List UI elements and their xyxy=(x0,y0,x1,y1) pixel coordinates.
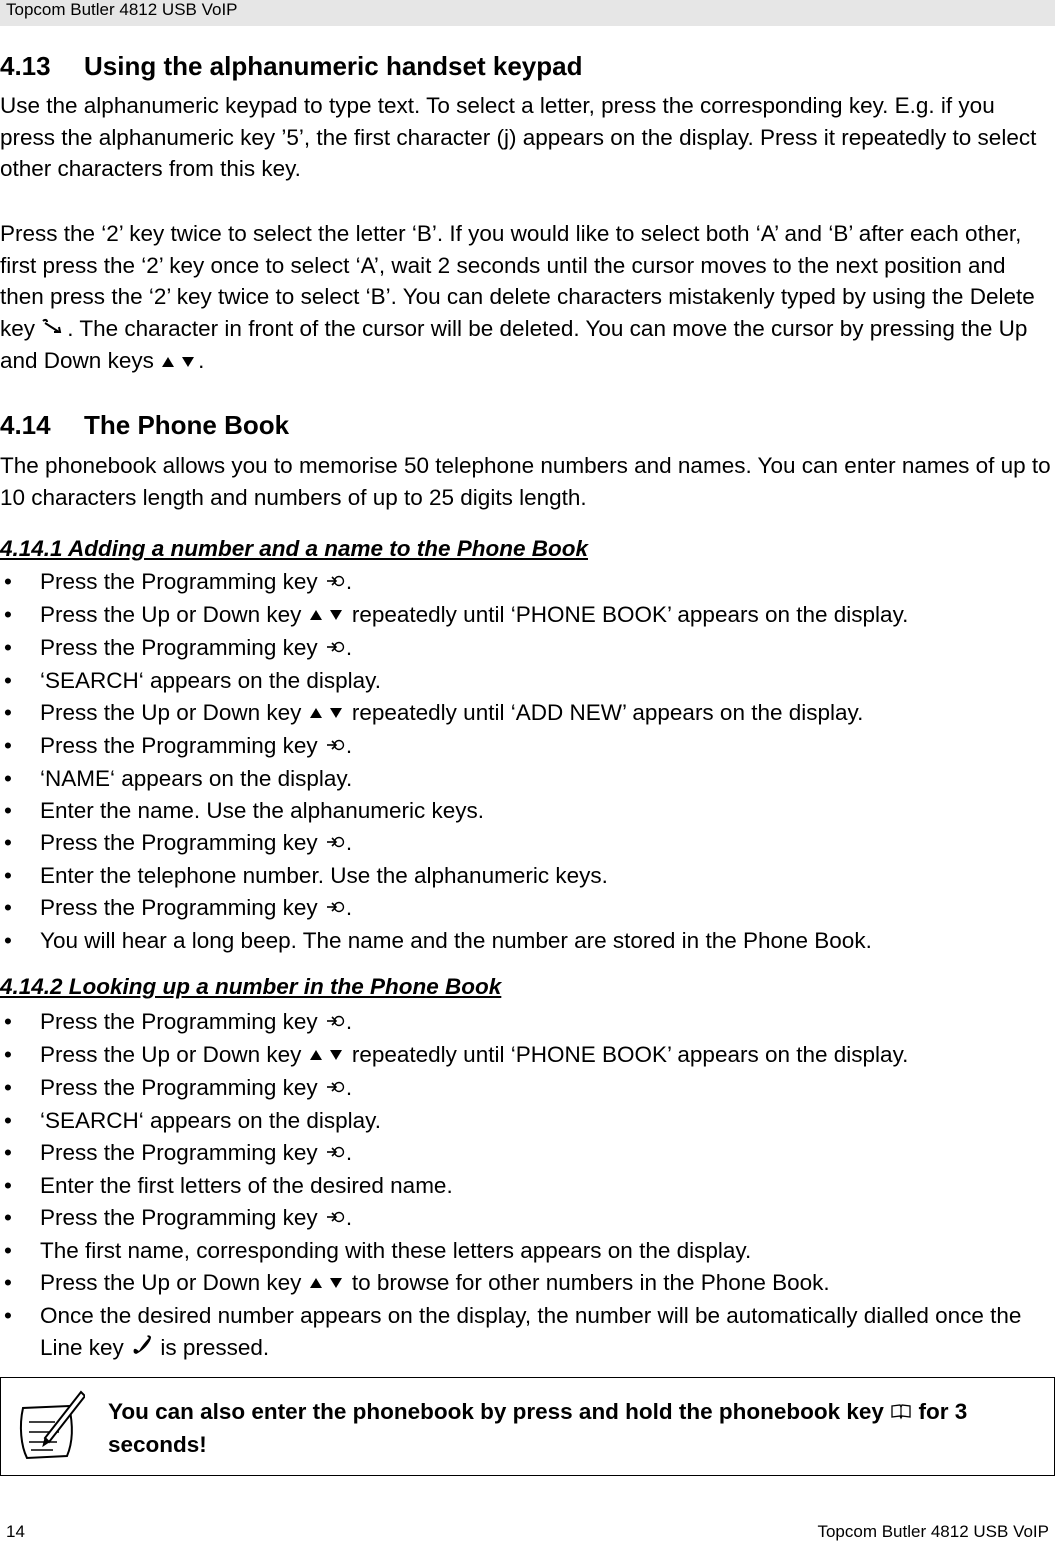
running-header-bar xyxy=(0,0,1055,26)
list-item-text: Press the Up or Down key xyxy=(40,700,308,726)
note-text-part: for 3 seconds! xyxy=(108,1399,968,1458)
section-title: Using the alphanumeric handset keypad xyxy=(84,51,583,81)
list-item-text: . xyxy=(345,1140,353,1166)
bullet: • xyxy=(4,668,12,694)
list-item-text: to browse for other numbers in the Phone Book. xyxy=(345,1270,830,1296)
list-item xyxy=(0,1006,1055,1039)
bullet: • xyxy=(4,700,12,726)
list-item xyxy=(0,827,1055,860)
up-down-keys-icon xyxy=(308,698,346,730)
bullet: • xyxy=(4,1140,12,1166)
list-item xyxy=(0,925,1055,957)
bullet: • xyxy=(4,635,12,661)
list-item-text: Enter the telephone number. Use the alphanumeric keys. xyxy=(40,863,608,889)
bullet: • xyxy=(4,569,12,594)
programming-key-icon xyxy=(324,828,346,860)
looking-up-number-steps-list xyxy=(0,1006,1055,1365)
list-item xyxy=(0,1039,1055,1072)
programming-key-icon xyxy=(324,731,346,763)
list-item-text: Press the Programming key xyxy=(40,895,324,921)
list-item-text: Enter the name. Use the alphanumeric keys. xyxy=(40,798,484,824)
list-item xyxy=(0,697,1055,730)
list-item-text: Press the Programming key xyxy=(40,635,324,661)
list-item-text: is pressed. xyxy=(154,1335,270,1361)
adding-number-steps-list xyxy=(0,566,1055,957)
list-item-text: Press the Programming key xyxy=(40,733,324,759)
list-item-text: . xyxy=(345,895,353,921)
bullet: • xyxy=(4,1238,12,1264)
bullet: • xyxy=(4,1173,12,1199)
up-down-keys-icon xyxy=(308,1040,346,1072)
page-number: 14 xyxy=(6,1522,25,1541)
paragraph-text: Press the ‘2’ key twice to select the letter ‘B’. If you would like to select both ‘A’ and ‘B’ after each other, first press the ‘2’ key once to select ‘A’, wait 2 seconds until the cursor moves to the next position and then press the ‘2’ key twice to select ‘B’. You can delete characters mistakenly typed by using the Delete key xyxy=(0,221,1035,341)
list-item-text: repeatedly until ‘PHONE BOOK’ appears on the display. xyxy=(345,602,909,628)
programming-key-icon xyxy=(324,1007,346,1039)
list-item-text: repeatedly until ‘ADD NEW’ appears on the display. xyxy=(345,700,864,726)
list-item xyxy=(0,1105,1055,1137)
list-item-text: . xyxy=(345,1075,353,1101)
bullet: • xyxy=(4,830,12,856)
list-item-text: Press the Programming key xyxy=(40,1009,324,1034)
list-item xyxy=(0,1202,1055,1235)
list-item-text: Press the Programming key xyxy=(40,1140,324,1166)
list-item-text: ‘SEARCH‘ appears on the display. xyxy=(40,668,382,694)
bullet: • xyxy=(4,1009,12,1034)
list-item xyxy=(0,730,1055,763)
list-item-text: You will hear a long beep. The name and the number are stored in the Phone Book. xyxy=(40,928,872,954)
list-item-text: Press the Programming key xyxy=(40,1075,324,1101)
list-item-text: repeatedly until ‘PHONE BOOK’ appears on the display. xyxy=(345,1042,909,1068)
list-item xyxy=(0,632,1055,665)
section-4-13-heading xyxy=(0,51,582,81)
list-item-text: ‘SEARCH‘ appears on the display. xyxy=(40,1108,382,1134)
section-number: 4.14 xyxy=(0,410,51,440)
list-item-text: Once the desired number appears on the display, the number will be automatically dialled once the Line key xyxy=(40,1303,1022,1361)
list-item-text: . xyxy=(345,569,353,594)
list-item xyxy=(0,599,1055,632)
list-item-text: . xyxy=(345,1009,353,1034)
list-item-text: . xyxy=(345,635,353,661)
bullet: • xyxy=(4,1075,12,1101)
running-footer-title: Topcom Butler 4812 USB VoIP xyxy=(817,1522,1049,1541)
bullet: • xyxy=(4,895,12,921)
delete-key-icon xyxy=(41,314,67,346)
list-item xyxy=(0,1072,1055,1105)
bullet: • xyxy=(4,1303,12,1329)
section-4-14-intro: The phonebook allows you to memorise 50 telephone numbers and names. You can enter names of up to 10 characters length and numbers of up to 25 digits length. xyxy=(0,453,1051,510)
programming-key-icon xyxy=(324,893,346,925)
list-item-text: Enter the first letters of the desired name. xyxy=(40,1173,453,1199)
note-pen-icon xyxy=(15,1386,85,1466)
section-4-13-paragraph-2 xyxy=(0,218,1055,378)
line-key-icon xyxy=(130,1333,154,1365)
list-item-text: . xyxy=(345,733,353,759)
paragraph-text: . The character in front of the cursor will be deleted. You can move the cursor by pressing the Up and Down keys xyxy=(0,315,1028,374)
list-item xyxy=(0,795,1055,827)
list-item-text: Press the Up or Down key xyxy=(40,1270,308,1296)
up-down-keys-icon xyxy=(160,347,198,379)
bullet: • xyxy=(4,602,12,628)
bullet: • xyxy=(4,1108,12,1134)
programming-key-icon xyxy=(324,1073,346,1105)
list-item-text: Press the Up or Down key xyxy=(40,1042,308,1068)
list-item xyxy=(0,1235,1055,1267)
section-4-13-paragraph-1: Use the alphanumeric keypad to type text. To select a letter, press the corresponding key. E.g. if you press the alphanumeric key ’5’, the first character (j) appears on the display. Press it repeatedly to select other characters from this key. xyxy=(0,93,1037,181)
bullet: • xyxy=(4,766,12,792)
list-item-text: . xyxy=(345,830,353,856)
bullet: • xyxy=(4,863,12,889)
list-item xyxy=(0,1170,1055,1202)
bullet: • xyxy=(4,928,12,954)
note-box xyxy=(0,1377,1055,1476)
bullet: • xyxy=(4,733,12,759)
list-item xyxy=(0,665,1055,697)
list-item xyxy=(0,860,1055,892)
bullet: • xyxy=(4,798,12,824)
note-text-part: You can also enter the phonebook by press and hold the phonebook key xyxy=(108,1399,891,1424)
subsection-4-14-1-heading: 4.14.1 Adding a number and a name to the Phone Book xyxy=(0,536,589,561)
list-item xyxy=(0,1300,1055,1365)
section-number: 4.13 xyxy=(0,51,51,81)
up-down-keys-icon xyxy=(308,1268,346,1300)
phonebook-key-icon xyxy=(890,1397,912,1429)
list-item-text: Press the Up or Down key xyxy=(40,602,308,628)
bullet: • xyxy=(4,1205,12,1231)
list-item xyxy=(0,566,1055,599)
list-item-text: Press the Programming key xyxy=(40,1205,324,1231)
section-title: The Phone Book xyxy=(84,410,290,440)
list-item-text: Press the Programming key xyxy=(40,830,324,856)
list-item xyxy=(0,892,1055,925)
note-text xyxy=(108,1396,1038,1461)
up-down-keys-icon xyxy=(308,600,346,632)
section-4-14-heading xyxy=(0,410,289,440)
list-item xyxy=(0,763,1055,795)
programming-key-icon xyxy=(324,1138,346,1170)
bullet: • xyxy=(4,1042,12,1068)
list-item xyxy=(0,1267,1055,1300)
list-item-text: ‘NAME‘ appears on the display. xyxy=(40,766,353,792)
list-item-text: . xyxy=(345,1205,353,1231)
list-item-text: Press the Programming key xyxy=(40,569,324,594)
programming-key-icon xyxy=(324,633,346,665)
list-item-text: The first name, corresponding with these letters appears on the display. xyxy=(40,1238,752,1264)
bullet: • xyxy=(4,1270,12,1296)
programming-key-icon xyxy=(324,1203,346,1235)
subsection-4-14-2-heading: 4.14.2 Looking up a number in the Phone Book xyxy=(0,974,502,999)
paragraph-text: . xyxy=(198,348,205,374)
running-header-title: Topcom Butler 4812 USB VoIP xyxy=(6,0,238,19)
programming-key-icon xyxy=(324,567,346,599)
list-item xyxy=(0,1137,1055,1170)
